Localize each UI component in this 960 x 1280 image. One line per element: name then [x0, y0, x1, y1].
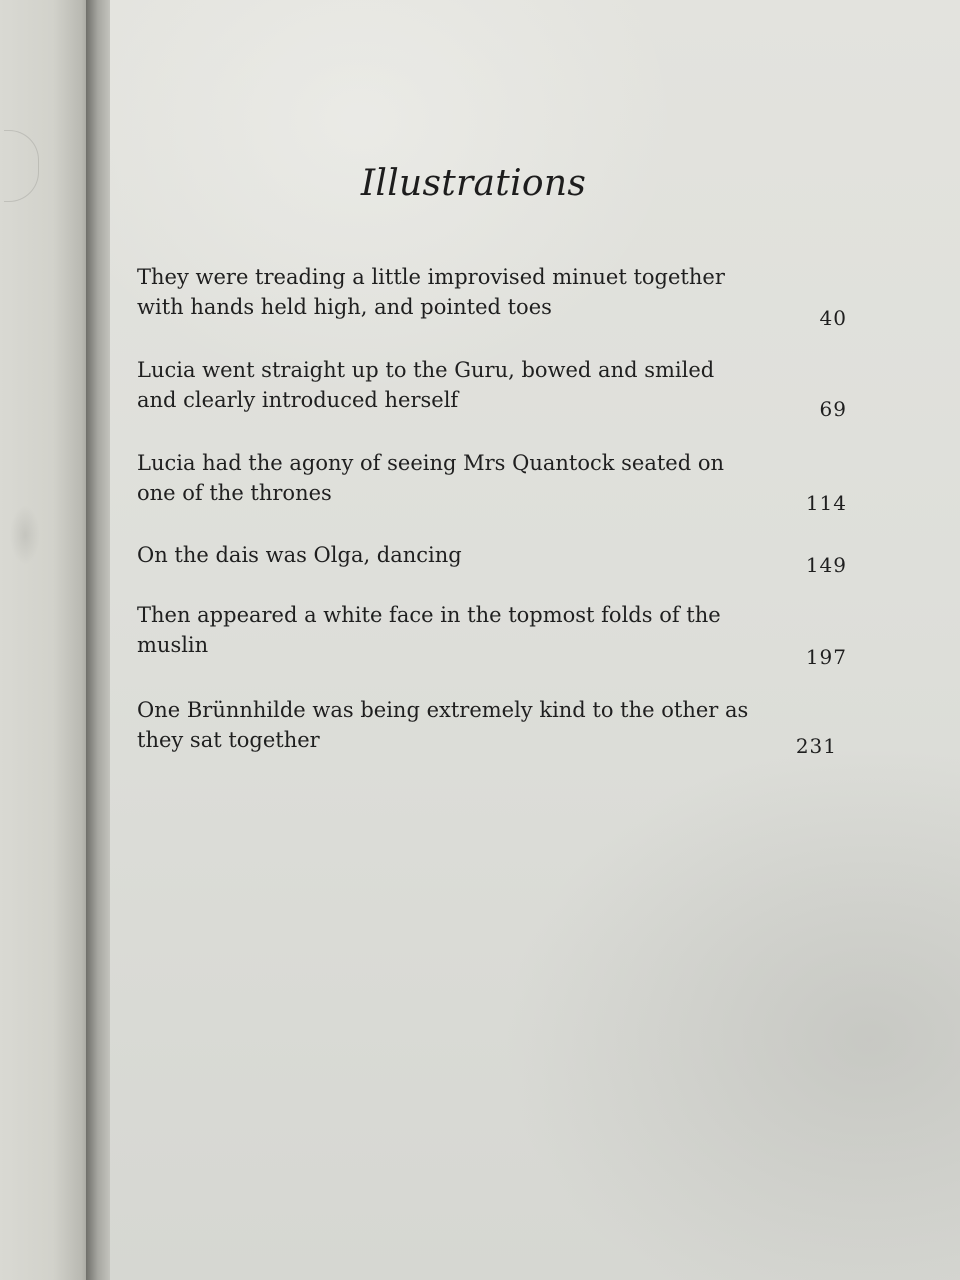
illustration-page-number: 114 — [805, 491, 847, 515]
facing-page — [0, 0, 96, 1280]
facing-page-smudge — [10, 505, 40, 565]
illustration-caption: Then appeared a white face in the topmost folds of the muslin — [137, 603, 721, 657]
illustration-entry — [137, 355, 847, 421]
illustration-caption: Lucia had the agony of seeing Mrs Quantock seated on one of the thrones — [137, 451, 725, 505]
facing-page-show-through — [4, 130, 39, 202]
illustration-caption: On the dais was Olga, dancing — [137, 543, 462, 567]
illustration-caption: One Brünnhilde was being extremely kind to the other as they sat together — [137, 698, 749, 752]
illustration-entry — [137, 540, 847, 577]
illustration-page-number: 231 — [795, 734, 837, 758]
illustration-page-number: 149 — [805, 553, 847, 577]
illustration-page-number: 197 — [805, 645, 847, 669]
illustration-page-number: 40 — [819, 306, 847, 330]
illustration-entry — [137, 262, 847, 330]
page-title: Illustrations — [360, 163, 587, 204]
illustration-caption: Lucia went straight up to the Guru, bowed and smiled and clearly introduced herself — [137, 358, 715, 412]
illustration-page-number: 69 — [819, 397, 847, 421]
illustrations-page — [110, 0, 960, 1280]
illustration-entry — [137, 695, 837, 758]
illustration-caption: They were treading a little improvised minuet together with hands held high, and pointed toes — [137, 265, 725, 319]
illustration-entry — [137, 448, 847, 515]
illustration-entry — [137, 600, 847, 669]
